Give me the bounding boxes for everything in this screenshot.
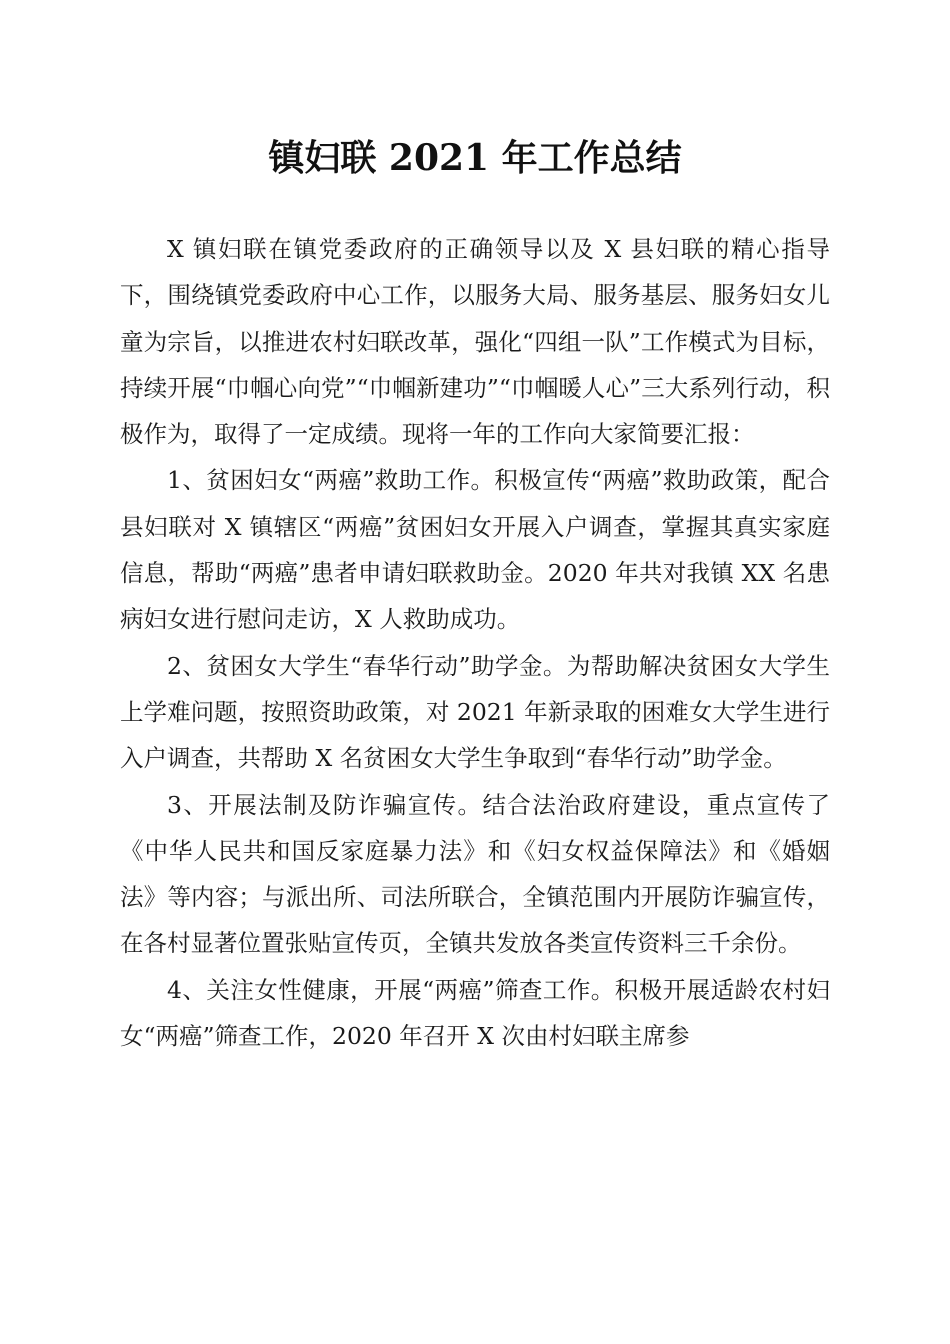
document-body [120, 226, 830, 1059]
document-title: 镇妇联 2021 年工作总结 [268, 137, 682, 179]
paragraph-item-2: 2、贫困女大学生“春华行动”助学金。为帮助解决贫困女大学生上学难问题，按照资助政策，对 2021 年新录取的困难女大学生进行入户调查，共帮助 X 名贫困女大学生争取到“春华行动”助学金。 [120, 651, 830, 773]
paragraph-item-3: 3、开展法制及防诈骗宣传。结合法治政府建设，重点宣传了《中华人民共和国反家庭暴力法》和《妇女权益保障法》和《婚姻法》等内容；与派出所、司法所联合，全镇范围内开展防诈骗宣传，在各村显著位置张贴宣传页，全镇共发放各类宣传资料三千余份。 [120, 790, 830, 958]
paragraph-intro: X 镇妇联在镇党委政府的正确领导以及 X 县妇联的精心指导下，围绕镇党委政府中心工作，以服务大局、服务基层、服务妇女儿童为宗旨，以推进农村妇联改革，强化“四组一队”工作模式为目标，持续开展“巾帼心向党”“巾帼新建功”“巾帼暖人心”三大系列行动，积极作为，取得了一定成绩。现将一年的工作向大家简要汇报： [120, 235, 830, 449]
paragraph-item-4: 4、关注女性健康，开展“两癌”筛查工作。积极开展适龄农村妇女“两癌”筛查工作，2020 年召开 X 次由村妇联主席参 [120, 975, 830, 1051]
paragraph-item-1: 1、贫困妇女“两癌”救助工作。积极宣传“两癌”救助政策，配合县妇联对 X 镇辖区“两癌”贫困妇女开展入户调查，掌握其真实家庭信息，帮助“两癌”患者申请妇联救助金。2020 年共对我镇 XX 名患病妇女进行慰问走访，X 人救助成功。 [120, 466, 830, 634]
